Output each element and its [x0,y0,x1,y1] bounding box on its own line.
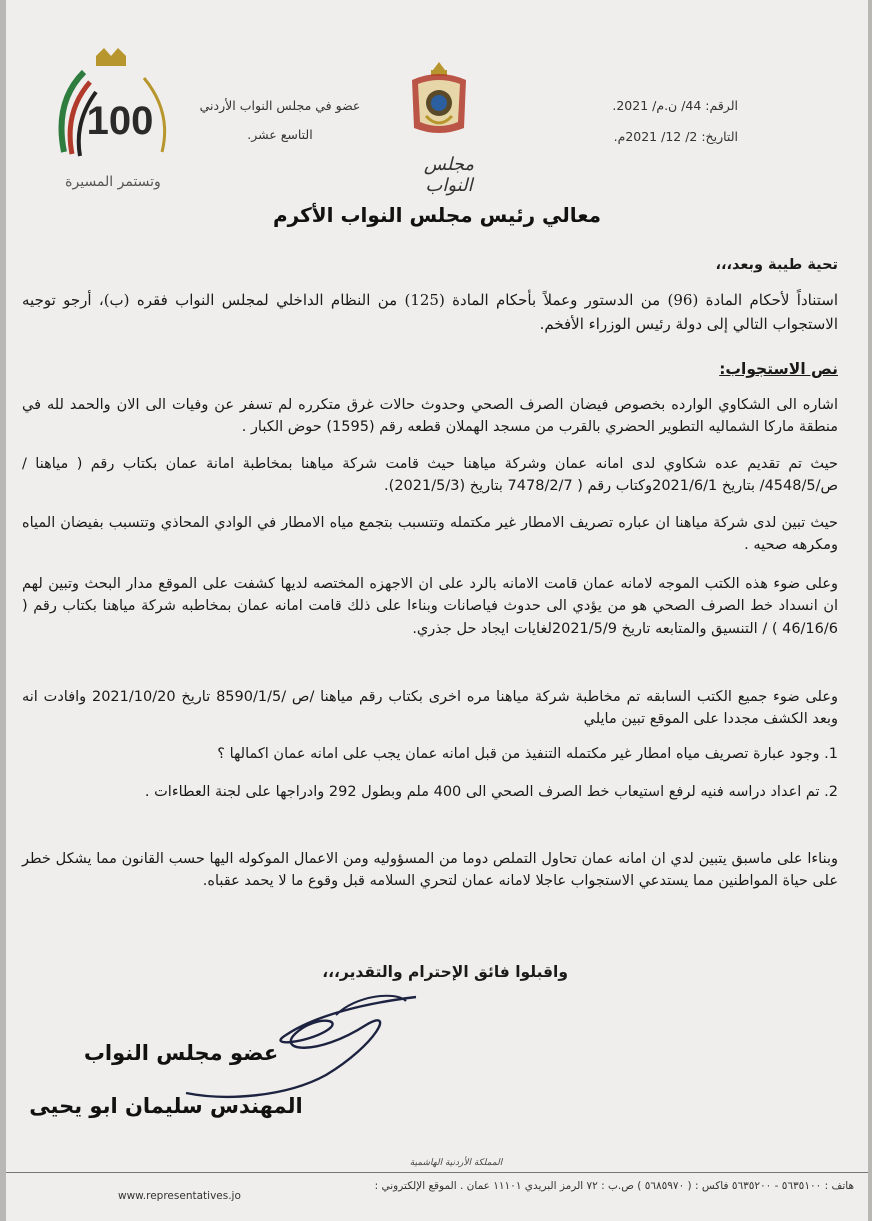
signatory-role: عضو مجلس النواب [83,1041,279,1065]
body-paragraph: اشاره الى الشكاوي الوارده بخصوص فيضان الصرف الصحي وحدوث حالات غرق متكرره لم تسفر عن وفيات الى الان والحمد لله في منطقة ماركا الشماليه التطوير الحضري بالقرب من مسجد الهملان قطعه رقم (1595) حوض الكبار . [22,397,838,436]
intro-paragraph: استناداً لأحكام المادة (96) من الدستور وعملاً بأحكام المادة (125) من النظام الداخلي لمجلس النواب فقره (ب)، أرجو توجيه الاستجواب التالي إلى دولة رئيس الوزراء الأفخم. [22,291,838,333]
centennial-number: 100 [86,99,154,143]
letter-page [6,0,868,1221]
centennial-caption: وتستمر المسيرة [65,174,161,190]
member-info [190,92,370,150]
footer-divider [6,1172,868,1173]
section-heading: نص الاستجواب: [719,360,838,378]
conclusion-paragraph: وبناءا على ماسبق يتبين لدي ان امانه عمان تحاول التملص دوما من المسؤوليه ومن الاعمال الموكوله اليها حسب القانون مما يشكل خطر على حياة المواطنين مما يستدعي الاستجواب عاجلا لامانه عمان لتحري السلامه قبل وقوع ما لا يحمد عقباه. [22,851,838,890]
greeting: تحية طيبة وبعد،،، [715,257,838,273]
reference-block [612,98,738,145]
body-paragraph: وعلى ضوء هذه الكتب الموجه لامانه عمان قامت الامانه بالرد على ان الاجهزه المختصه لديها كشفت على الموقع مدار البحث وتبين لهم ان انسداد خط الصرف الصحي هو من يؤدي الى حدوث فياصانات وبناءا على ذلك قامت امانه عمان بمخاطبه شركة مياهنا بكتاب رقم ( 46/16/6 ) / التنسيق والمتابعه تاريخ 2021/5/9لغايات ايجاد حل جذري. [22,576,838,637]
member-line-2: التاسع عشر. [247,126,313,142]
reference-date: التاريخ: 2/ 12/ 2021م. [613,129,738,144]
list-item: 2. تم اعداد دراسه فنيه لرفع استيعاب خط الصرف الصحي الى 400 ملم وبطول 292 وادراجها على لجنة العطاءات . [144,784,838,800]
footer-contact: هاتف : ٥٦٣٥١٠٠ - ٥٦٣٥٢٠٠ فاكس : ( ٥٦٨٥٩٧٠ ) ص.ب : ٧٢ الرمز البريدي ١١١٠١ عمان . الموقع الإلكتروني : [374,1180,854,1192]
closing-line: واقبلوا فائق الإحترام والتقدير،،، [322,963,568,981]
footer-website: www.representatives.jo [118,1190,241,1202]
list-item: 1. وجود عبارة تصريف مياه امطار غير مكتمله التنفيذ من قبل امانه عمان يجب على امانه عمان اكمالها ؟ [217,746,838,762]
jordan-crest-icon [404,58,474,140]
reference-number: الرقم: 44/ ن.م/ 2021. [612,98,738,113]
centennial-logo-icon [44,42,178,182]
footer-emblem-text: المملكة الأردنية الهاشمية [409,1158,503,1168]
body-paragraph: حيث تم تقديم عده شكاوي لدى امانه عمان وشركة مياهنا حيث قامت شركة مياهنا بمخاطبة امانة عمان بكتاب رقم ( مياهنا / ص/4548/5/ بتاريخ 2021/6/1وكتاب رقم ( 7478/2/7 بتاريخ (2021/5/3). [22,456,838,495]
body-paragraph: حيث تبين لدى شركة مياهنا ان عباره تصريف الامطار غير مكتمله وتتسبب بتجمع مياه الامطار في الوادي المحاذي وتتسبب بفيضان المياه ومكرهه صحيه . [22,515,838,554]
parliament-wordmark: مجلس النواب [423,154,475,196]
body-paragraph: وعلى ضوء جميع الكتب السابقه تم مخاطبة شركة مياهنا مره اخرى بكتاب رقم مياهنا /ص /8590/1/5 تاريخ 2021/10/20 وافادت انه وبعد الكشف مجددا على الموقع تبين مايلي [22,689,839,728]
member-line-1: عضو في مجلس النواب الأردني [199,98,361,113]
addressee-title: معالي رئيس مجلس النواب الأكرم [273,203,601,227]
signatory-name: المهندس سليمان ابو يحيى [29,1094,303,1118]
